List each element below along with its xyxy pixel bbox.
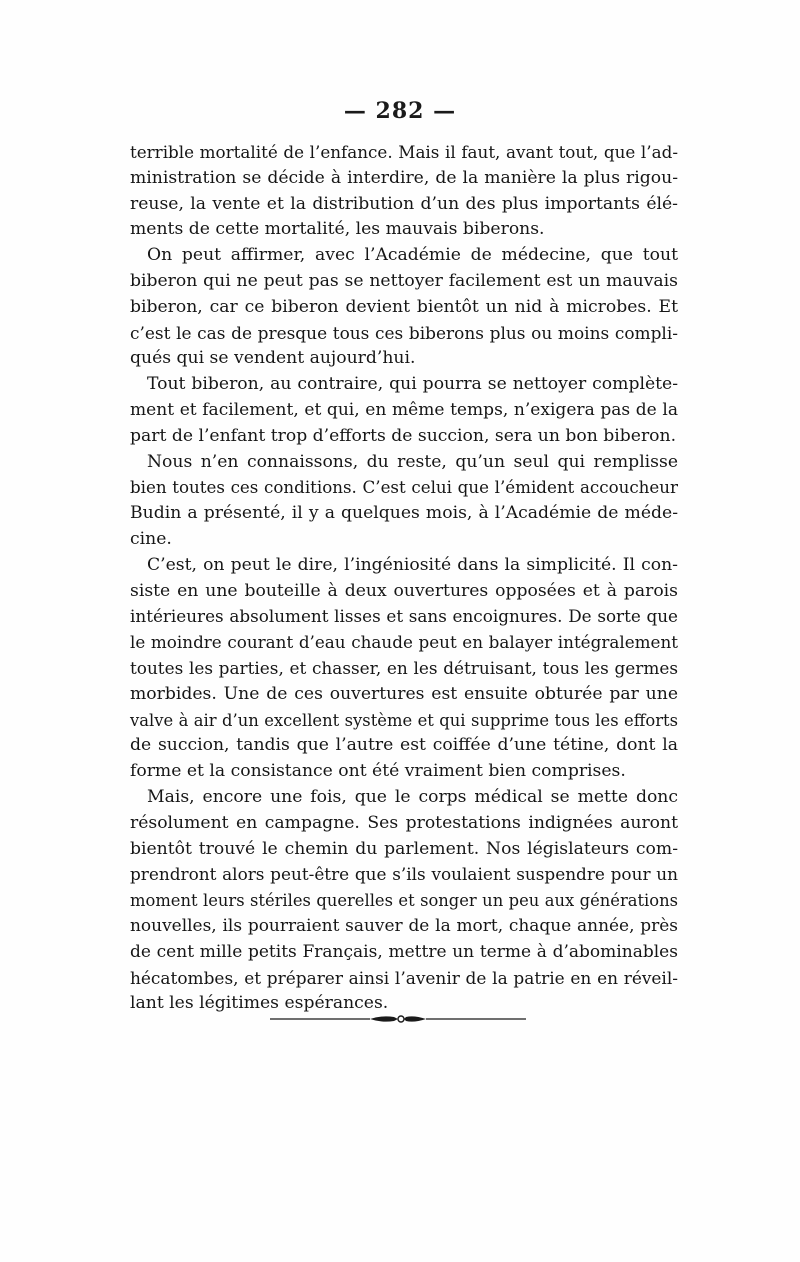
- text-line: terrible mortalité de l’enfance. Mais il faut, avant tout, que l’ad-: [130, 142, 678, 162]
- text-line: nouvelles, ils pourraient sauver de la mort, chaque année, près: [130, 915, 678, 936]
- text-line: moment leurs stériles querelles et songer un peu aux générations: [130, 891, 678, 911]
- text-line: Mais, encore une fois, que le corps médical se mette donc: [147, 786, 678, 807]
- text-line: bien toutes ces conditions. C’est celui que l’émident accoucheur: [130, 478, 678, 498]
- text-line: biberon qui ne peut pas se nettoyer facilement est un mauvais: [130, 270, 678, 291]
- paragraph: [130, 243, 678, 372]
- text-line: reuse, la vente et la distribution d’un des plus importants élé-: [130, 193, 678, 214]
- text-line: Budin a présenté, il y a quelques mois, à l’Académie de méde-: [130, 503, 678, 524]
- paragraph: [130, 372, 678, 449]
- text-line: C’est, on peut le dire, l’ingéniosité dans la simplicité. Il con-: [147, 554, 678, 575]
- paragraph: [130, 450, 678, 553]
- text-line: le moindre courant d’eau chaude peut en balayer intégralement: [130, 632, 678, 653]
- text-line: forme et la consistance ont été vraiment bien comprises.: [130, 761, 626, 782]
- body-text: [130, 140, 678, 1017]
- text-line: cine.: [130, 528, 172, 549]
- text-line: Nous n’en connaissons, du reste, qu’un seul qui remplisse: [147, 451, 678, 472]
- paragraph: [130, 140, 678, 243]
- text-line: biberon, car ce biberon devient bientôt un nid à microbes. Et: [130, 296, 678, 317]
- text-line: intérieures absolument lisses et sans encoignures. De sorte que: [130, 606, 678, 627]
- text-line: morbides. Une de ces ouvertures est ensuite obturée par une: [130, 683, 678, 704]
- text-line: ment et facilement, et qui, en même temps, n’exigera pas de la: [130, 399, 678, 420]
- paragraph: [130, 553, 678, 785]
- page-number: — 282 —: [343, 98, 457, 124]
- text-line: c’est le cas de presque tous ces biberons plus ou moins compli-: [130, 322, 678, 343]
- text-line: de cent mille petits Français, mettre un terme à d’abominables: [130, 941, 678, 962]
- text-line: On peut affirmer, avec l’Académie de médecine, que tout: [147, 245, 678, 266]
- text-line: qués qui se vendent aujourd’hui.: [130, 348, 416, 369]
- text-line: siste en une bouteille à deux ouvertures opposées et à parois: [130, 580, 678, 601]
- text-line: bientôt trouvé le chemin du parlement. Nos législateurs com-: [130, 838, 678, 859]
- text-line: toutes les parties, et chasser, en les détruisant, tous les germes: [130, 657, 678, 678]
- tail-piece-ornament-icon: [270, 1012, 526, 1026]
- text-line: ments de cette mortalité, les mauvais biberons.: [130, 219, 545, 240]
- text-line: prendront alors peut-être que s’ils voulaient suspendre pour un: [130, 864, 678, 885]
- text-line: Tout biberon, au contraire, qui pourra se nettoyer complète-: [147, 374, 678, 395]
- text-line: ministration se décide à interdire, de la manière la plus rigou-: [130, 167, 678, 188]
- text-line: résolument en campagne. Ses protestations indignées auront: [130, 812, 678, 833]
- paragraph: [130, 785, 678, 1017]
- text-line: de succion, tandis que l’autre est coiffée d’une tétine, dont la: [130, 735, 678, 756]
- text-line: lant les légitimes espérances.: [130, 993, 389, 1014]
- text-line: valve à air d’un excellent système et qui supprime tous les efforts: [130, 710, 678, 730]
- text-line: hécatombes, et préparer ainsi l’avenir de la patrie en en réveil-: [130, 967, 678, 988]
- text-line: part de l’enfant trop d’efforts de succion, sera un bon biberon.: [130, 425, 677, 446]
